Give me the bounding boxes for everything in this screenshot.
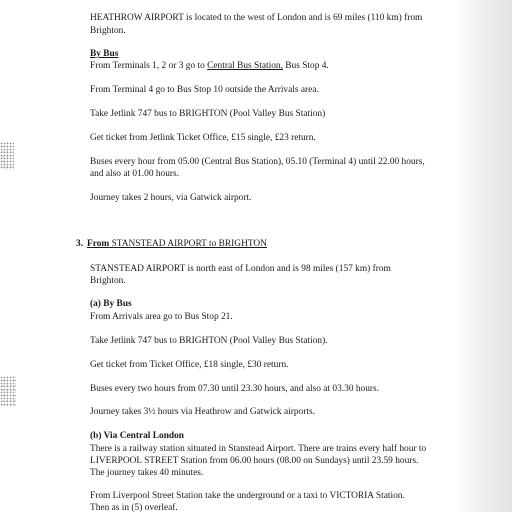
sub-a-heading: (a) By Bus xyxy=(90,299,132,309)
arrivals-stop-line: From Arrivals area go to Bus Stop 21. xyxy=(90,312,233,322)
section-3-from: From xyxy=(87,239,110,249)
heathrow-intro-line-1: HEATHROW AIRPORT is located to the west of London and is 69 miles (110 km) from xyxy=(90,13,423,23)
scan-speck-bottom xyxy=(0,376,16,406)
by-bus-heading: By Bus xyxy=(90,49,119,59)
rail-line-3: The journey takes 40 minutes. xyxy=(90,468,204,478)
sub-b-heading: (b) Via Central London xyxy=(90,431,185,441)
terminals-123-line xyxy=(90,60,329,73)
ticket-stanstead-line: Get ticket from Ticket Office, £18 single, £30 return. xyxy=(90,360,289,370)
terminals-123-text-b: Bus Stop 4. xyxy=(282,61,329,71)
section-3-number: 3. xyxy=(76,239,84,249)
journey-heathrow-line: Journey takes 2 hours, via Gatwick airport. xyxy=(90,193,252,203)
jetlink-stanstead-line: Take Jetlink 747 bus to BRIGHTON (Pool Valley Bus Station). xyxy=(90,336,328,346)
section-3-heading xyxy=(76,238,267,251)
buses-heathrow-line-2: and also at 01.00 hours. xyxy=(90,169,180,179)
stanstead-intro-line-1: STANSTEAD AIRPORT is north east of London and is 98 miles (157 km) from xyxy=(90,264,391,274)
buses-stanstead-line: Buses every two hours from 07.30 until 23.30 hours, and also at 03.30 hours. xyxy=(90,384,380,394)
central-bus-station-link: Central Bus Station, xyxy=(207,61,283,71)
terminal-4-line: From Terminal 4 go to Bus Stop 10 outside the Arrivals area. xyxy=(90,85,319,95)
rail-line-2: LIVERPOOL STREET Station from 06.00 hours (08.00 on Sundays) until 23.59 hours. xyxy=(90,456,419,466)
ticket-heathrow-line: Get ticket from Jetlink Ticket Office, £15 single, £23 return. xyxy=(90,133,316,143)
section-3-title xyxy=(87,239,267,249)
heathrow-intro-line-2: Brighton. xyxy=(90,26,126,36)
liverpool-line-2: Then as in (5) overleaf. xyxy=(90,503,178,512)
jetlink-heathrow-line: Take Jetlink 747 bus to BRIGHTON (Pool Valley Bus Station) xyxy=(90,109,326,119)
buses-heathrow-line-1: Buses every hour from 05.00 (Central Bus Station), 05.10 (Terminal 4) until 22.00 hours, xyxy=(90,157,425,167)
liverpool-line-1: From Liverpool Street Station take the underground or a taxi to VICTORIA Station. xyxy=(90,491,405,501)
stanstead-intro-line-2: Brighton. xyxy=(90,276,126,286)
scan-edge-shadow xyxy=(454,0,512,512)
journey-stanstead-line: Journey takes 3½ hours via Heathrow and Gatwick airports. xyxy=(90,407,315,417)
terminals-123-text-a: From Terminals 1, 2 or 3 go to xyxy=(90,61,208,71)
scan-speck-top xyxy=(0,142,14,170)
rail-line-1: There is a railway station situated in Stanstead Airport. There are trains every half hour to xyxy=(90,444,427,454)
section-3-title-text: STANSTEAD AIRPORT to BRIGHTON xyxy=(109,239,267,249)
